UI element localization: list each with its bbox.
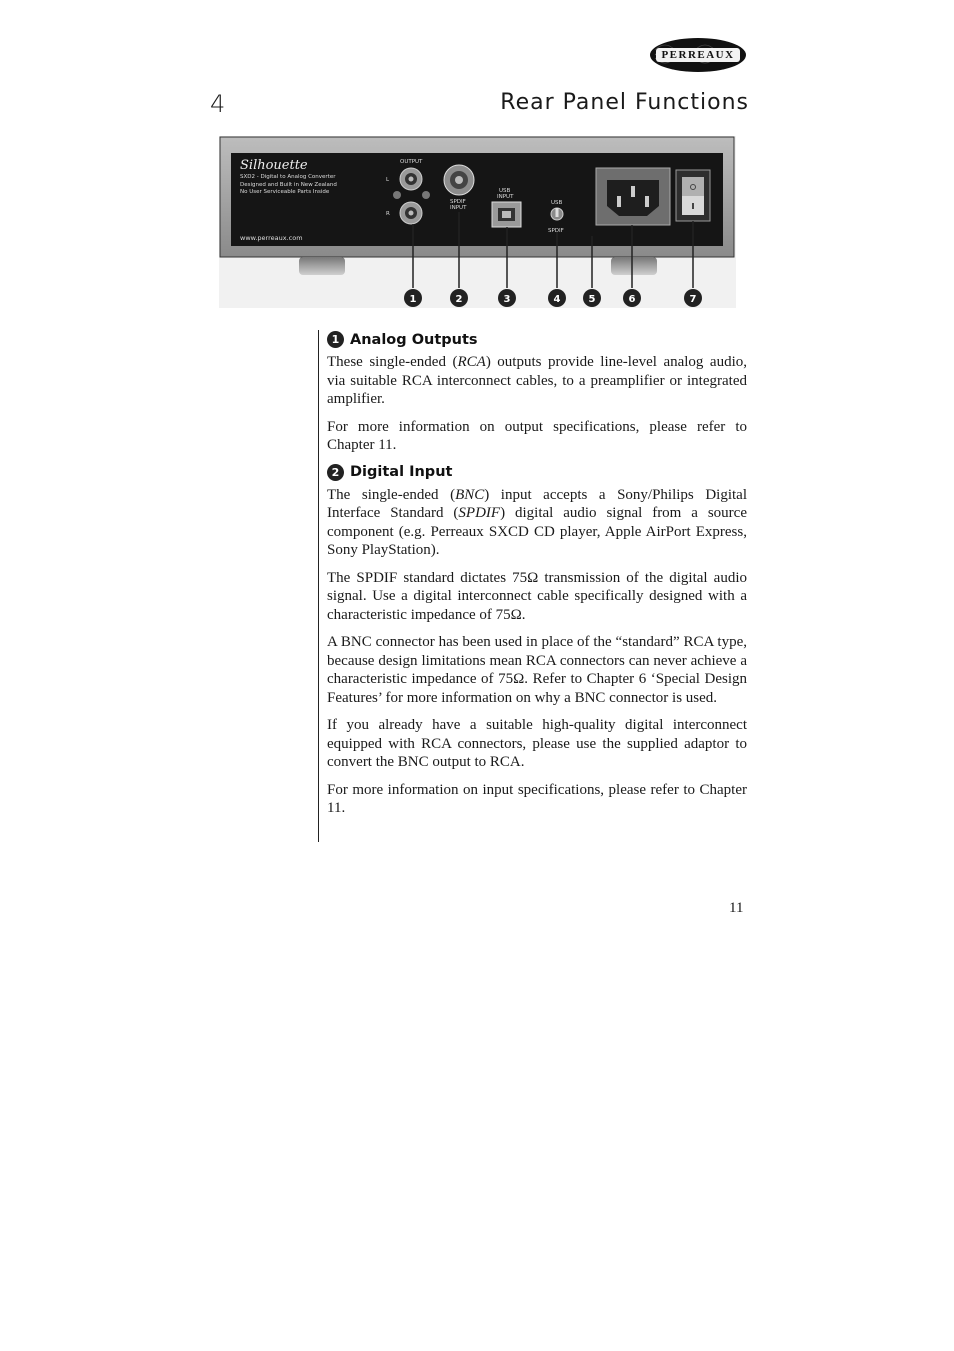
section-digital-input: [319, 464, 749, 818]
rca-screw-right: [422, 191, 430, 199]
callout-1-label: 1: [409, 294, 417, 305]
model-line: SXD2 - Digital to Analog Converter: [240, 174, 336, 180]
usb-input-label-2: INPUT: [497, 194, 514, 200]
left-foot: [299, 257, 345, 275]
brand-script: Silhouette: [240, 158, 308, 173]
switch-spdif-label: SPDIF: [548, 228, 564, 234]
content-column: [318, 330, 749, 842]
made-line: Designed and Built in New Zealand: [240, 182, 337, 188]
callout-6-label: 6: [628, 294, 636, 305]
rca-right-connector: [400, 202, 422, 224]
chapter-number: 4: [210, 90, 226, 118]
rca-left-connector: [400, 168, 422, 190]
callout-2-label: 2: [455, 294, 463, 305]
perreaux-logo: [650, 38, 746, 72]
right-foot: [611, 257, 657, 275]
paragraph: For more information on output specifications, please refer to Chapter 11.: [327, 418, 747, 453]
page-number: 11: [729, 900, 744, 916]
callout-3-label: 3: [503, 294, 511, 305]
callout-4-label: 4: [553, 294, 561, 305]
section-title: Analog Outputs: [350, 331, 478, 348]
logo-text: PERREAUX: [656, 48, 739, 62]
callout-7-label: 7: [689, 294, 697, 305]
iec-power-inlet: [596, 168, 670, 225]
paragraph: The single-ended (BNC) input accepts a Sony/Philips Digital Interface Standard (SPDIF) digital audio signal from a source component (e.g. Perreaux SXCD CD player, Apple AirPort Express, Sony PlayStation).: [327, 486, 747, 558]
right-channel-label: R: [386, 211, 390, 217]
section-number-badge: 1: [327, 331, 344, 348]
power-rocker-switch: [676, 170, 710, 221]
spdif-input-label-2: INPUT: [450, 205, 467, 211]
switch-toggle: [556, 208, 559, 217]
section-title: Digital Input: [350, 464, 453, 480]
output-label: OUTPUT: [400, 159, 423, 165]
section-heading: [327, 464, 749, 481]
paragraph: For more information on input specifications, please refer to Chapter 11.: [327, 781, 747, 816]
callout-5-label: 5: [588, 294, 596, 305]
rca-screw-left: [393, 191, 401, 199]
paragraph: The SPDIF standard dictates 75Ω transmission of the digital audio signal. Use a digital interconnect cable specifically designed with a characteristic impedance of 75Ω.: [327, 569, 747, 623]
paragraph: If you already have a suitable high-quality digital interconnect equipped with RCA connectors, please use the supplied adaptor to convert the BNC output to RCA.: [327, 717, 747, 770]
rear-panel-figure: [219, 136, 736, 308]
paragraph: A BNC connector has been used in place of the “standard” RCA type, because design limitations mean RCA connectors can never achieve a characteristic impedance of 75Ω. Refer to Chapter 6 ‘Special Design Features’ for more information on why a BNC connector is used.: [327, 634, 747, 706]
section-number-badge: 2: [327, 464, 344, 481]
usb-connector: [492, 202, 521, 227]
warning-line: No User Serviceable Parts Inside: [240, 189, 330, 195]
switch-usb-label: USB: [551, 200, 563, 206]
section-heading: [327, 331, 749, 348]
left-channel-label: L: [386, 177, 390, 183]
website-text: www.perreaux.com: [240, 234, 303, 242]
bnc-connector: [444, 165, 474, 195]
usb-input-label-1: USB: [499, 188, 511, 194]
paragraph: These single-ended (RCA) outputs provide line-level analog audio, via suitable RCA interconnect cables, to a preamplifier or integrated amplifier.: [327, 354, 748, 407]
section-analog-outputs: [319, 331, 749, 455]
spdif-input-label-1: SPDIF: [450, 199, 466, 205]
chapter-title: Rear Panel Functions: [500, 90, 749, 115]
